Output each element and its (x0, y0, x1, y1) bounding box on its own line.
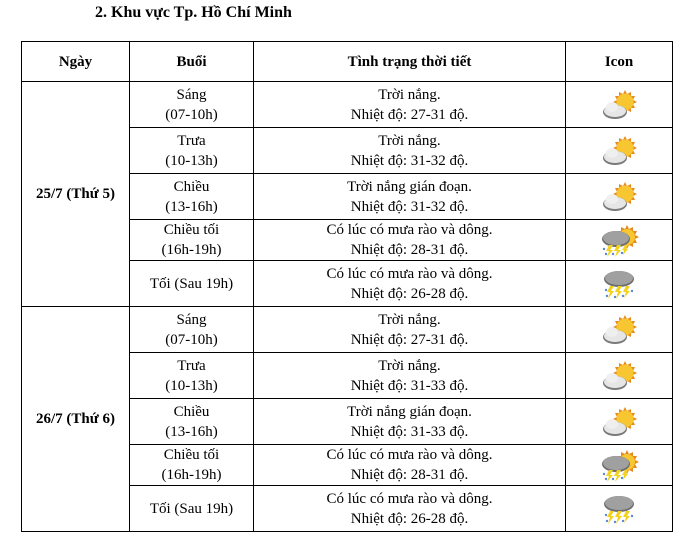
temperature-text: Nhiệt độ: 26-28 độ. (350, 510, 469, 527)
session-name: Sáng (176, 311, 207, 328)
session-hours: (16h-19h) (161, 467, 222, 483)
temperature-text: Nhiệt độ: 27-31 độ. (350, 106, 469, 123)
partly-sunny-icon (566, 134, 672, 168)
condition-cell (254, 353, 566, 399)
temperature-text: Nhiệt độ: 31-33 độ. (350, 423, 469, 440)
icon-cell (566, 261, 673, 307)
condition-text: Có lúc có mưa rào và dông. (326, 222, 493, 238)
condition-cell (254, 486, 566, 532)
partly-sunny-icon (566, 405, 672, 439)
icon-cell (566, 399, 673, 445)
condition-text: Có lúc có mưa rào và dông. (326, 490, 493, 507)
session-cell (130, 486, 254, 532)
condition-cell (254, 128, 566, 174)
icon-cell (566, 174, 673, 220)
session-cell (130, 261, 254, 307)
session-hours: (07-10h) (165, 106, 218, 123)
temperature-text: Nhiệt độ: 31-32 độ. (350, 152, 469, 169)
session-cell (130, 128, 254, 174)
temperature-text: Nhiệt độ: 26-28 độ. (350, 285, 469, 302)
condition-cell (254, 82, 566, 128)
table-row (22, 307, 673, 353)
session-hours: (16h-19h) (161, 242, 222, 258)
condition-text: Trời nắng. (378, 357, 441, 374)
sun-thunderstorm-icon (566, 448, 672, 482)
icon-cell (566, 82, 673, 128)
condition-text: Trời nắng. (378, 86, 441, 103)
weather-forecast-table (21, 41, 673, 532)
session-hours: (10-13h) (165, 377, 218, 394)
condition-text: Trời nắng gián đoạn. (347, 403, 472, 420)
session-name: Chiều tối (163, 447, 220, 463)
icon-cell (566, 128, 673, 174)
section-heading: 2. Khu vực Tp. Hồ Chí Minh (95, 4, 292, 21)
session-cell (130, 307, 254, 353)
condition-cell (254, 307, 566, 353)
condition-text: Trời nắng gián đoạn. (347, 178, 472, 195)
condition-cell (254, 445, 566, 486)
icon-cell (566, 307, 673, 353)
sun-thunderstorm-icon (566, 223, 672, 257)
header-condition: Tình trạng thời tiết (254, 42, 566, 82)
thunderstorm-icon (566, 492, 672, 526)
session-name: Chiều (173, 403, 210, 420)
icon-cell (566, 353, 673, 399)
temperature-text: Nhiệt độ: 27-31 độ. (350, 331, 469, 348)
condition-text: Trời nắng. (378, 311, 441, 328)
session-name: Sáng (176, 86, 207, 103)
session-cell (130, 220, 254, 261)
session-hours: (07-10h) (165, 331, 218, 348)
temperature-text: Nhiệt độ: 28-31 độ. (350, 467, 469, 483)
session-cell (130, 445, 254, 486)
session-cell (130, 82, 254, 128)
temperature-text: Nhiệt độ: 31-33 độ. (350, 377, 469, 394)
session-name: Chiều (173, 178, 210, 195)
temperature-text: Nhiệt độ: 31-32 độ. (350, 198, 469, 215)
partly-sunny-icon (566, 313, 672, 347)
session-cell (130, 353, 254, 399)
partly-sunny-icon (566, 180, 672, 214)
temperature-text: Nhiệt độ: 28-31 độ. (350, 242, 469, 258)
session-hours: (13-16h) (165, 198, 218, 215)
header-session: Buổi (130, 42, 254, 82)
condition-text: Có lúc có mưa rào và dông. (326, 447, 493, 463)
condition-cell (254, 174, 566, 220)
icon-cell (566, 445, 673, 486)
icon-cell (566, 220, 673, 261)
thunderstorm-icon (566, 267, 672, 301)
day-cell: 26/7 (Thứ 6) (22, 307, 130, 532)
table-row (22, 82, 673, 128)
header-icon: Icon (566, 42, 673, 82)
condition-cell (254, 220, 566, 261)
partly-sunny-icon (566, 88, 672, 122)
session-hours: (10-13h) (165, 152, 218, 169)
session-name: Chiều tối (163, 222, 220, 238)
partly-sunny-icon (566, 359, 672, 393)
session-hours: (13-16h) (165, 423, 218, 440)
condition-cell (254, 399, 566, 445)
condition-text: Có lúc có mưa rào và dông. (326, 265, 493, 282)
session-name: Tối (Sau 19h) (149, 500, 234, 517)
session-cell (130, 174, 254, 220)
session-name: Tối (Sau 19h) (149, 275, 234, 292)
condition-text: Trời nắng. (378, 132, 441, 149)
icon-cell (566, 486, 673, 532)
day-cell: 25/7 (Thứ 5) (22, 82, 130, 307)
table-header-row (22, 42, 673, 82)
session-cell (130, 399, 254, 445)
condition-cell (254, 261, 566, 307)
session-name: Trưa (177, 357, 206, 374)
session-name: Trưa (177, 132, 206, 149)
header-day: Ngày (22, 42, 130, 82)
